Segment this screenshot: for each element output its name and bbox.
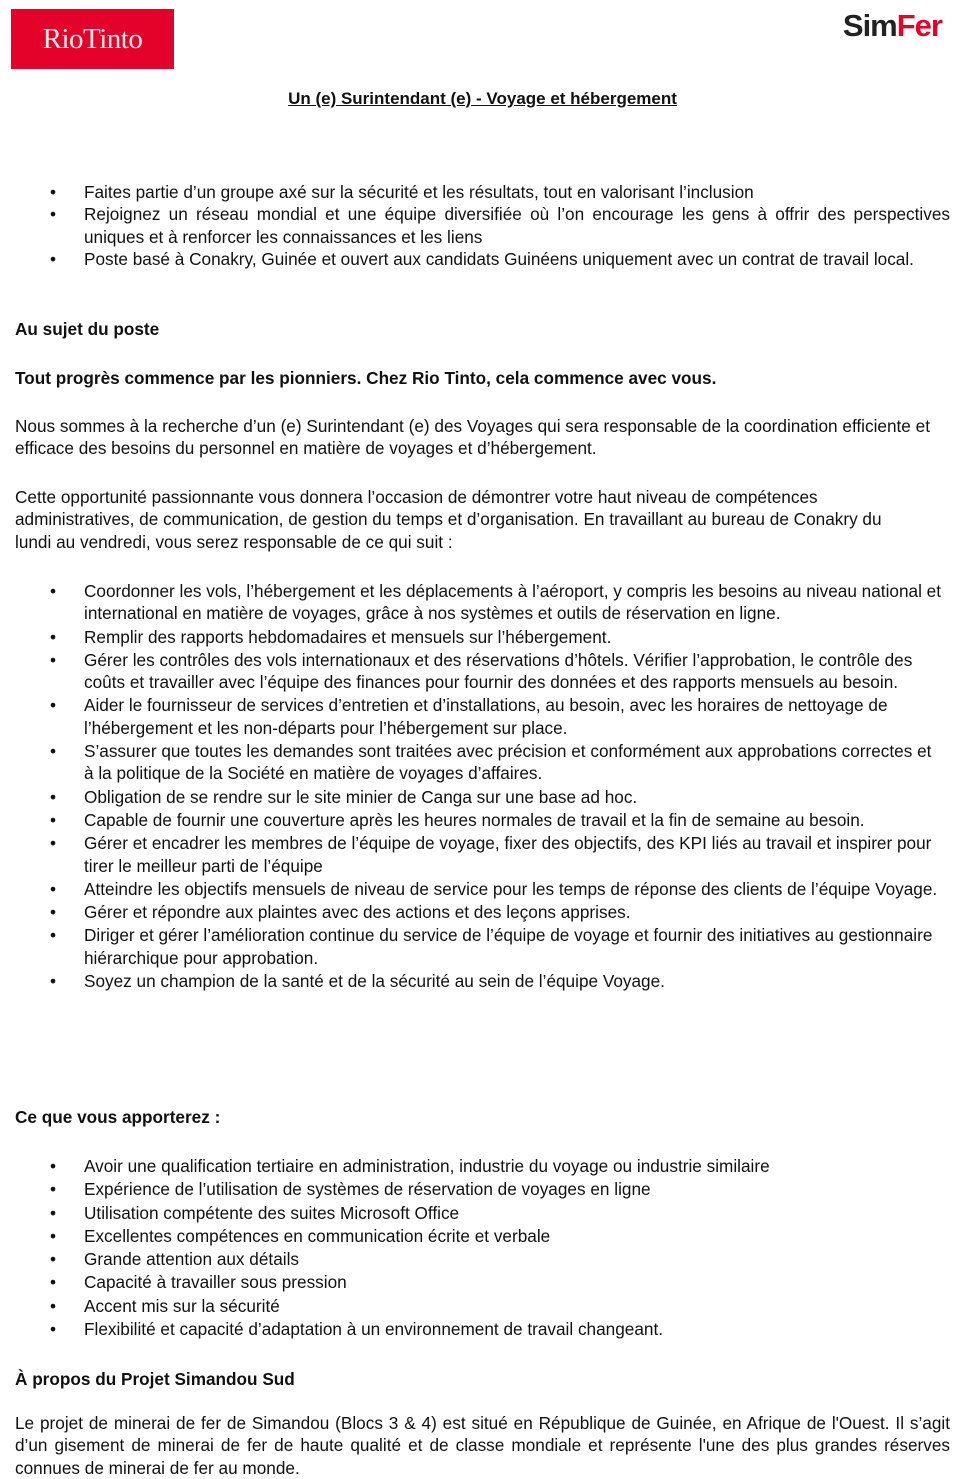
responsibilities-list (0, 580, 945, 992)
tagline: Tout progrès commence par les pionniers. Chez Rio Tinto, cela commence avec vous. (15, 368, 717, 388)
bullet-icon: • (50, 1156, 57, 1176)
rio-tinto-logo (11, 9, 174, 69)
simfer-logo-sim: Sim (842, 8, 897, 43)
requirement-text: Excellentes compétences en communication écrite et verbale (84, 1225, 551, 1246)
responsibility-item (0, 878, 945, 900)
requirement-text: Grande attention aux détails (84, 1249, 299, 1270)
bullet-icon: • (50, 1225, 57, 1246)
requirement-item (0, 1225, 945, 1247)
responsibility-text: Obligation de se rendre sur le site minier de Canga sur une base ad hoc. (84, 786, 638, 807)
bullet-icon: • (50, 1202, 57, 1223)
requirement-item (0, 1155, 945, 1177)
responsibility-item (0, 901, 945, 923)
bullet-icon: • (50, 925, 57, 946)
requirement-item (0, 1318, 945, 1340)
responsibility-text: Remplir des rapports hebdomadaires et mensuels sur l’hébergement. (84, 626, 612, 647)
document-title: Un (e) Surintendant (e) - Voyage et hébergement (288, 89, 677, 108)
simfer-logo-fer: Fer (896, 8, 942, 43)
bullet-icon: • (50, 1295, 57, 1316)
responsibility-item (0, 580, 945, 625)
bullet-icon: • (50, 809, 57, 830)
responsibility-text: Diriger et gérer l’amélioration continue du service de l’équipe de voyage et fournir des initiatives au gestionnaire hiérarchique pour approbation. (84, 925, 933, 968)
responsibility-item (0, 626, 945, 648)
responsibility-item (0, 970, 945, 992)
bullet-icon: • (50, 626, 57, 647)
responsibility-text: Atteindre les objectifs mensuels de niveau de service pour les temps de réponse des clients de l’équipe Voyage. (84, 878, 938, 899)
intro-bullet-item (0, 248, 950, 270)
bullet-icon: • (50, 248, 57, 269)
responsibility-item (0, 694, 945, 739)
project-paragraph: Le projet de minerai de fer de Simandou (Blocs 3 & 4) est situé en République de Guinée, en Afrique de l'Ouest. Il s’agit d’un gisement de minerai de fer de haute qualité et de classe mondiale et représente l'une des plus grandes réserves connues de minerai de fer au monde. (15, 1413, 950, 1478)
requirement-text: Accent mis sur la sécurité (84, 1295, 280, 1316)
about-paragraph-1: Nous sommes à la recherche d’un (e) Surintendant (e) des Voyages qui sera responsable de la coordination efficiente et efficace des besoins du personnel en matière de voyages et d’hébergement. (15, 416, 930, 459)
intro-bullet-item (0, 181, 950, 203)
responsibility-text: S’assurer que toutes les demandes sont traitées avec précision et conformément aux approbations correctes et à la politique de la Société en matière de voyages d’affaires. (84, 741, 932, 784)
intro-bullet-text: Rejoignez un réseau mondial et une équipe diversifiée où l’on encourage les gens à offrir des perspectives uniques et à renforcer les connaissances et les liens (84, 204, 950, 247)
intro-bullet-item (0, 203, 950, 248)
responsibility-text: Soyez un champion de la santé et de la sécurité au sein de l’équipe Voyage. (84, 971, 665, 992)
responsibility-item (0, 924, 945, 969)
section-heading-requirements: Ce que vous apporterez : (15, 1107, 221, 1127)
requirement-item (0, 1178, 945, 1200)
requirement-text: Utilisation compétente des suites Microsoft Office (84, 1202, 460, 1223)
section-heading-project: À propos du Projet Simandou Sud (15, 1369, 295, 1389)
bullet-icon: • (50, 182, 57, 202)
bullet-icon: • (50, 649, 57, 670)
responsibility-item (0, 649, 945, 694)
bullet-icon: • (50, 695, 57, 716)
responsibility-text: Gérer les contrôles des vols internationaux et des réservations d’hôtels. Vérifier l’approbation, le contrôle des coûts et travailler avec l’équipe des finances pour fournir des données et des rapports mensuels au besoin. (84, 649, 913, 693)
bullet-icon: • (50, 581, 57, 601)
responsibility-text: Gérer et encadrer les membres de l’équipe de voyage, fixer des objectifs, des KPI liés au travail et inspirer pour tirer le meilleur parti de l’équipe (84, 833, 932, 876)
intro-bullet-list (0, 181, 950, 270)
rio-tinto-logo-text: RioTinto (42, 22, 143, 55)
requirement-item (0, 1202, 945, 1224)
responsibility-text: Capable de fournir une couverture après les heures normales de travail et la fin de semaine au besoin. (84, 809, 865, 830)
bullet-icon: • (50, 204, 57, 225)
requirement-item (0, 1248, 945, 1270)
bullet-icon: • (50, 1179, 57, 1200)
simfer-logo (843, 8, 942, 44)
responsibility-item (0, 832, 945, 877)
responsibility-text: Gérer et répondre aux plaintes avec des actions et des leçons apprises. (84, 902, 631, 923)
responsibility-item (0, 740, 945, 785)
bullet-icon: • (50, 786, 57, 807)
about-paragraph-2: Cette opportunité passionnante vous donnera l’occasion de démontrer votre haut niveau de compétences administratives, de communication, de gestion du temps et d’organisation. En travaillant au bureau de Conakry du lundi au vendredi, vous serez responsable de ce qui suit : (15, 487, 882, 552)
intro-bullet-text: Faites partie d’un groupe axé sur la sécurité et les résultats, tout en valorisant l’inclusion (84, 182, 754, 202)
responsibility-text: Aider le fournisseur de services d’entretien et d’installations, au besoin, avec les horaires de nettoyage de l’hébergement et les non-départs pour l’hébergement sur place. (84, 695, 888, 738)
bullet-icon: • (50, 1319, 57, 1340)
responsibility-text: Coordonner les vols, l’hébergement et les déplacements à l’aéroport, y compris les besoins au niveau national et international en matière de voyages, grâce à nos systèmes et outils de réservation en ligne. (84, 581, 941, 624)
intro-bullet-text: Poste basé à Conakry, Guinée et ouvert aux candidats Guinéens uniquement avec un contrat de travail local. (84, 248, 914, 269)
bullet-icon: • (50, 878, 57, 899)
requirements-list (0, 1155, 945, 1340)
requirement-item (0, 1271, 945, 1293)
bullet-icon: • (50, 902, 57, 923)
requirement-item (0, 1295, 945, 1317)
requirement-text: Expérience de l’utilisation de systèmes de réservation de voyages en ligne (84, 1179, 651, 1200)
bullet-icon: • (50, 741, 57, 762)
bullet-icon: • (50, 971, 57, 992)
bullet-icon: • (50, 833, 57, 854)
requirement-text: Flexibilité et capacité d’adaptation à un environnement de travail changeant. (84, 1319, 664, 1340)
requirement-text: Avoir une qualification tertiaire en administration, industrie du voyage ou industrie similaire (84, 1156, 770, 1176)
section-heading-about: Au sujet du poste (15, 319, 160, 339)
bullet-icon: • (50, 1249, 57, 1270)
bullet-icon: • (50, 1272, 57, 1293)
responsibility-item (0, 786, 945, 808)
requirement-text: Capacité à travailler sous pression (84, 1272, 347, 1293)
responsibility-item (0, 809, 945, 831)
